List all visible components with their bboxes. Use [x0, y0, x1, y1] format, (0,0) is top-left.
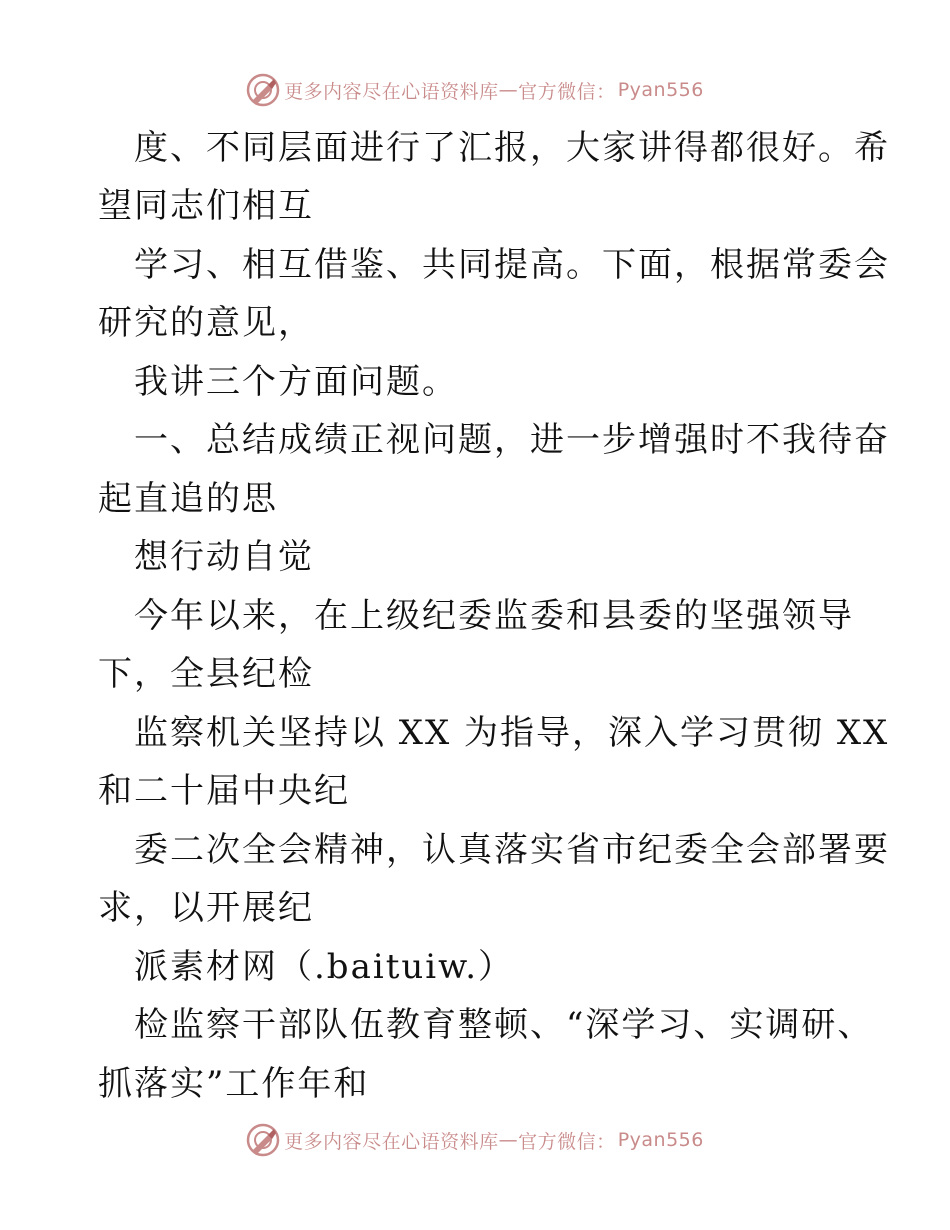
- watermark-header: [0, 70, 950, 110]
- text-line: 派素材网（.baituiw.）: [134, 947, 515, 987]
- text-line: 检监察干部队伍教育整顿、“深学习、实调研、: [134, 1005, 874, 1045]
- text-line: 我讲三个方面问题。: [134, 362, 458, 402]
- watermark-wechat-id: Pyan556: [617, 1129, 704, 1151]
- text-line: 委二次全会精神，认真落实省市纪委全会部署要: [134, 830, 890, 870]
- text-line: 和二十届中央纪: [98, 771, 350, 811]
- watermark-wechat-id: Pyan556: [617, 79, 704, 101]
- section-heading: 一、总结成绩正视问题，进一步增强时不我待奋: [134, 420, 890, 460]
- watermark-separator: —: [498, 1129, 519, 1151]
- watermark-footer: [0, 1120, 950, 1160]
- watermark-wechat-label: 官方微信：: [518, 80, 616, 103]
- watermark-title: 更多内容尽在心语资料库: [284, 80, 499, 103]
- text-line: 下，全县纪检: [98, 654, 314, 694]
- pen-logo-icon: [246, 1123, 280, 1157]
- text-line: 学习、相互借鉴、共同提高。下面，根据常委会: [134, 245, 890, 285]
- watermark-separator: —: [498, 79, 519, 101]
- watermark-title: 更多内容尽在心语资料库: [284, 1130, 499, 1153]
- text-line: 监察机关坚持以 XX 为指导，深入学习贯彻 XX: [134, 713, 890, 753]
- watermark-wechat-label: 官方微信：: [518, 1130, 616, 1153]
- text-line: 度、不同层面进行了汇报，大家讲得都很好。希: [134, 128, 890, 168]
- text-line: 抓落实”工作年和: [98, 1064, 370, 1104]
- text-line: 想行动自觉: [134, 537, 314, 577]
- text-line: 求，以开展纪: [98, 888, 314, 928]
- text-line: 起直追的思: [98, 479, 278, 519]
- text-line: 望同志们相互: [98, 186, 314, 226]
- pen-logo-icon: [246, 73, 280, 107]
- text-line: 研究的意见，: [98, 303, 314, 343]
- text-line: 今年以来，在上级纪委监委和县委的坚强领导: [134, 596, 854, 636]
